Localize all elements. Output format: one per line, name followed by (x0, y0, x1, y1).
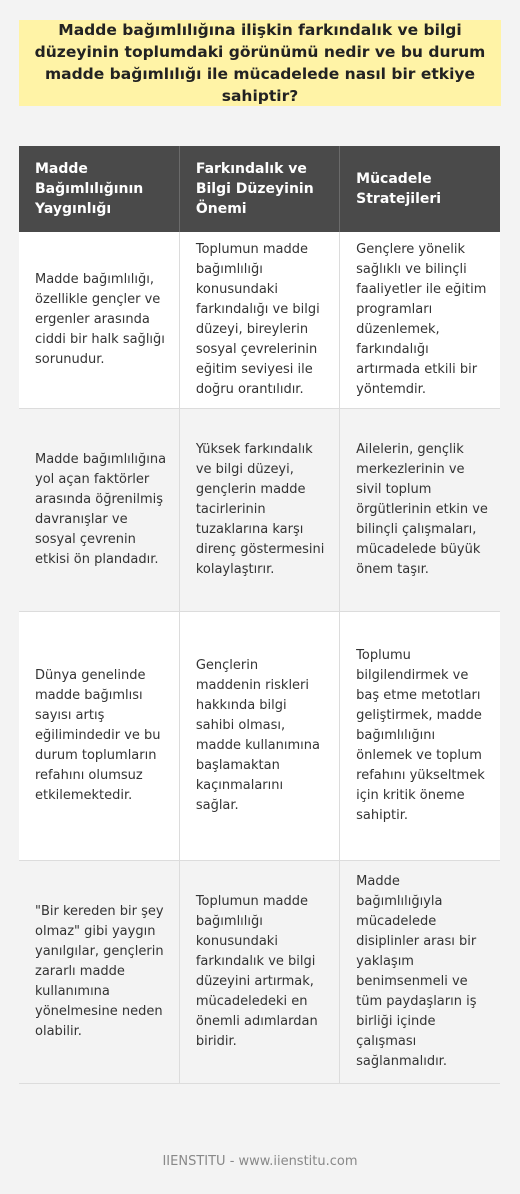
table-cell: Toplumun madde bağımlılığı konusundaki farkındalık ve bilgi düzeyini artırmak, mücadeledeki en önemli adımlardan biridir. (179, 861, 339, 1084)
column-header-prevalence: Madde Bağımlılığının Yaygınlığı (19, 146, 179, 232)
table-body (19, 232, 500, 1084)
footer-credit: IIENSTITU - www.iienstitu.com (162, 1154, 358, 1169)
header-row (19, 146, 500, 232)
table-cell: Toplumu bilgilendirmek ve baş etme metotları geliştirmek, madde bağımlılığını önlemek ve toplum refahını yükseltmek için kritik öneme sahiptir. (340, 612, 500, 861)
table-cell: Yüksek farkındalık ve bilgi düzeyi, gençlerin madde tacirlerinin tuzaklarına karşı direnç göstermesini kolaylaştırır. (179, 409, 339, 612)
column-header-awareness: Farkındalık ve Bilgi Düzeyinin Önemi (179, 146, 339, 232)
column-header-strategies: Mücadele Stratejileri (340, 146, 500, 232)
table-cell: Dünya genelinde madde bağımlısı sayısı artış eğilimindedir ve bu durum toplumların refahını olumsuz etkilemektedir. (19, 612, 179, 861)
table-header (19, 146, 500, 232)
table-cell: Madde bağımlılığı, özellikle gençler ve ergenler arasında ciddi bir halk sağlığı sorunudur. (19, 232, 179, 409)
table-cell: Gençlerin maddenin riskleri hakkında bilgi sahibi olması, madde kullanımına başlamaktan kaçınmalarını sağlar. (179, 612, 339, 861)
table-cell: Ailelerin, gençlik merkezlerinin ve sivil toplum örgütlerinin etkin ve bilinçli çalışmaları, mücadelede büyük önem taşır. (340, 409, 500, 612)
comparison-table (19, 146, 500, 1084)
table-cell: Madde bağımlılığına yol açan faktörler arasında öğrenilmiş davranışlar ve sosyal çevrenin etkisi ön plandadır. (19, 409, 179, 612)
table-row (19, 861, 500, 1084)
table-cell: Gençlere yönelik sağlıklı ve bilinçli faaliyetler ile eğitim programları düzenlemek, farkındalığı artırmada etkili bir yöntemdir. (340, 232, 500, 409)
page-title: Madde bağımlılığına ilişkin farkındalık ve bilgi düzeyinin toplumdaki görünümü nedir ve bu durum madde bağımlılığı ile mücadelede nasıl bir etkiye sahiptir? (34, 21, 486, 105)
table-cell: "Bir kereden bir şey olmaz" gibi yaygın yanılgılar, gençlerin zararlı madde kullanımına yönelmesine neden olabilir. (19, 861, 179, 1084)
table-row (19, 612, 500, 861)
table-row (19, 409, 500, 612)
table-cell: Madde bağımlılığıyla mücadelede disiplinler arası bir yaklaşım benimsenmeli ve tüm paydaşların iş birliği içinde çalışması sağlanmalıdır. (340, 861, 500, 1084)
table-cell: Toplumun madde bağımlılığı konusundaki farkındalığı ve bilgi düzeyi, bireylerin sosyal çevrelerinin eğitim seviyesi ile doğru orantılıdır. (179, 232, 339, 409)
table-row (19, 232, 500, 409)
title-banner (19, 20, 501, 106)
